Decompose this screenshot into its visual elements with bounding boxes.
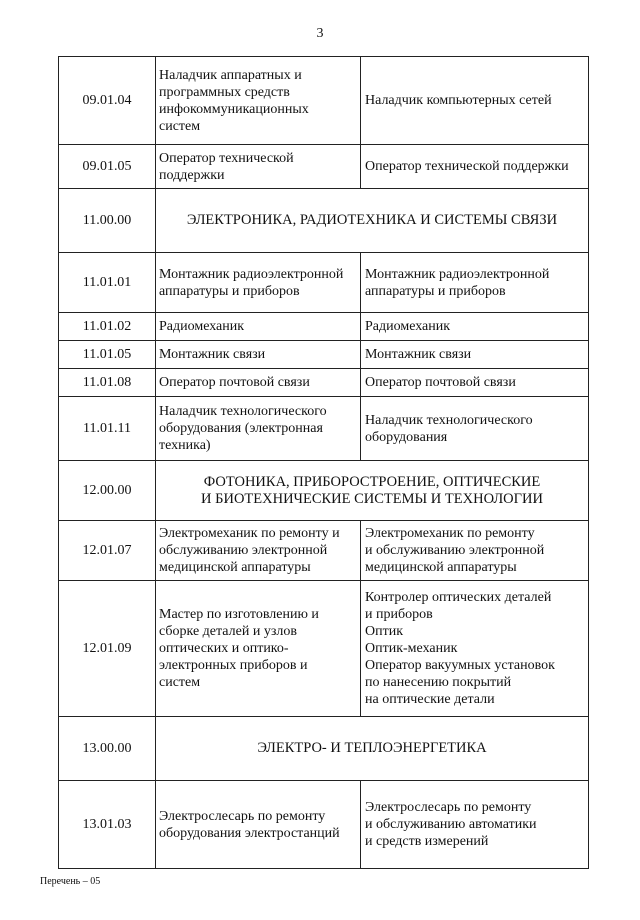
code-cell: 12.01.09 [59,581,156,717]
text-line: Наладчик аппаратных и [159,67,302,83]
table-row [59,145,589,189]
text-line: Оператор почтовой связи [365,375,516,390]
code-cell: 11.00.00 [59,189,156,253]
professions-cell [361,341,589,369]
text-line: Оптик [365,624,404,639]
text-line: и обслуживанию электронной [365,543,545,558]
table-row [59,521,589,581]
code-cell: 09.01.04 [59,57,156,145]
program-name-cell [156,253,361,313]
professions-table [58,56,589,869]
professions-cell [361,581,589,717]
professions-cell [361,397,589,461]
text-line: ЭЛЕКТРОНИКА, РАДИОТЕХНИКА И СИСТЕМЫ СВЯЗИ [186,212,558,228]
text-line: электронных приборов и [159,658,308,673]
section-row [59,717,589,781]
text-line: программных средств [159,84,290,100]
text-line: и средств измерений [365,834,489,849]
text-line: Наладчик технологического [159,404,327,419]
text-line: ЭЛЕКТРО- И ТЕПЛОЭНЕРГЕТИКА [257,740,487,756]
page-number: 3 [316,26,324,41]
text-line: Монтажник радиоэлектронной [159,266,344,282]
section-title [156,189,589,253]
program-name-cell [156,369,361,397]
text-line: Мастер по изготовлению и [159,607,319,622]
text-line: аппаратуры и приборов [159,283,300,299]
code-cell: 11.01.11 [59,397,156,461]
table-row [59,313,589,341]
section-row [59,461,589,521]
table-row [59,341,589,369]
text-line: оптических и оптико- [159,641,289,656]
professions-cell [361,521,589,581]
professions-cell [361,57,589,145]
text-line: Монтажник радиоэлектронной [365,266,550,282]
text-line: И БИОТЕХНИЧЕСКИЕ СИСТЕМЫ И ТЕХНОЛОГИИ [201,490,543,507]
table-row [59,581,589,717]
text-line: Наладчик компьютерных сетей [365,93,552,108]
section-row [59,189,589,253]
text-line: и приборов [365,607,433,622]
text-line: и обслуживанию автоматики [365,817,537,832]
program-name-cell [156,341,361,369]
professions-cell [361,253,589,313]
code-cell: 11.01.05 [59,341,156,369]
text-line: Оператор технической поддержки [365,159,569,174]
professions-cell [361,781,589,869]
text-line: Монтажник связи [365,347,472,362]
code-cell: 11.01.01 [59,253,156,313]
text-line: Электрослесарь по ремонту [365,800,532,815]
code-cell: 12.00.00 [59,461,156,521]
text-line: по нанесению покрытий [365,675,512,690]
code-cell: 11.01.08 [59,369,156,397]
text-line: сборке деталей и узлов [159,624,297,639]
program-name-cell [156,397,361,461]
table-row [59,369,589,397]
text-line: оборудования электростанций [159,825,340,841]
table-row [59,397,589,461]
text-line: Монтажник связи [159,347,266,362]
code-cell: 09.01.05 [59,145,156,189]
text-line: обслуживанию электронной [159,543,328,558]
table-row [59,253,589,313]
text-line: аппаратуры и приборов [365,283,506,299]
text-line: оборудования (электронная [159,421,323,436]
text-line: Наладчик технологического [365,412,533,428]
program-name-cell [156,781,361,869]
text-line: Электромеханик по ремонту [365,526,535,541]
text-line: Электромеханик по ремонту и [159,526,340,541]
program-name-cell [156,57,361,145]
text-line: Электрослесарь по ремонту [159,808,326,824]
text-line: Радиомеханик [159,319,245,334]
text-line: Оператор почтовой связи [159,375,310,390]
code-cell: 11.01.02 [59,313,156,341]
program-name-cell [156,581,361,717]
section-title [156,461,589,521]
table-row [59,781,589,869]
text-line: систем [159,675,201,690]
section-title [156,717,589,781]
text-line: Контролер оптических деталей [365,590,552,605]
footer-note: Перечень – 05 [40,876,101,887]
text-line: инфокоммуникационных [159,101,309,117]
text-line: медицинской аппаратуры [159,560,311,575]
text-line: медицинской аппаратуры [365,560,517,575]
text-line: техника) [159,438,211,453]
program-name-cell [156,313,361,341]
text-line: систем [159,118,201,134]
text-line: Оператор технической [159,150,294,166]
text-line: Оптик-механик [365,641,458,656]
text-line: на оптические детали [365,692,495,707]
code-cell: 13.01.03 [59,781,156,869]
code-cell: 13.00.00 [59,717,156,781]
text-line: поддержки [159,167,225,183]
table-row [59,57,589,145]
professions-cell [361,313,589,341]
text-line: Оператор вакуумных установок [365,658,555,673]
professions-cell [361,145,589,189]
code-cell: 12.01.07 [59,521,156,581]
professions-cell [361,369,589,397]
text-line: Радиомеханик [365,319,451,334]
text-line: ФОТОНИКА, ПРИБОРОСТРОЕНИЕ, ОПТИЧЕСКИЕ [203,473,541,490]
text-line: оборудования [365,429,448,445]
program-name-cell [156,145,361,189]
program-name-cell [156,521,361,581]
